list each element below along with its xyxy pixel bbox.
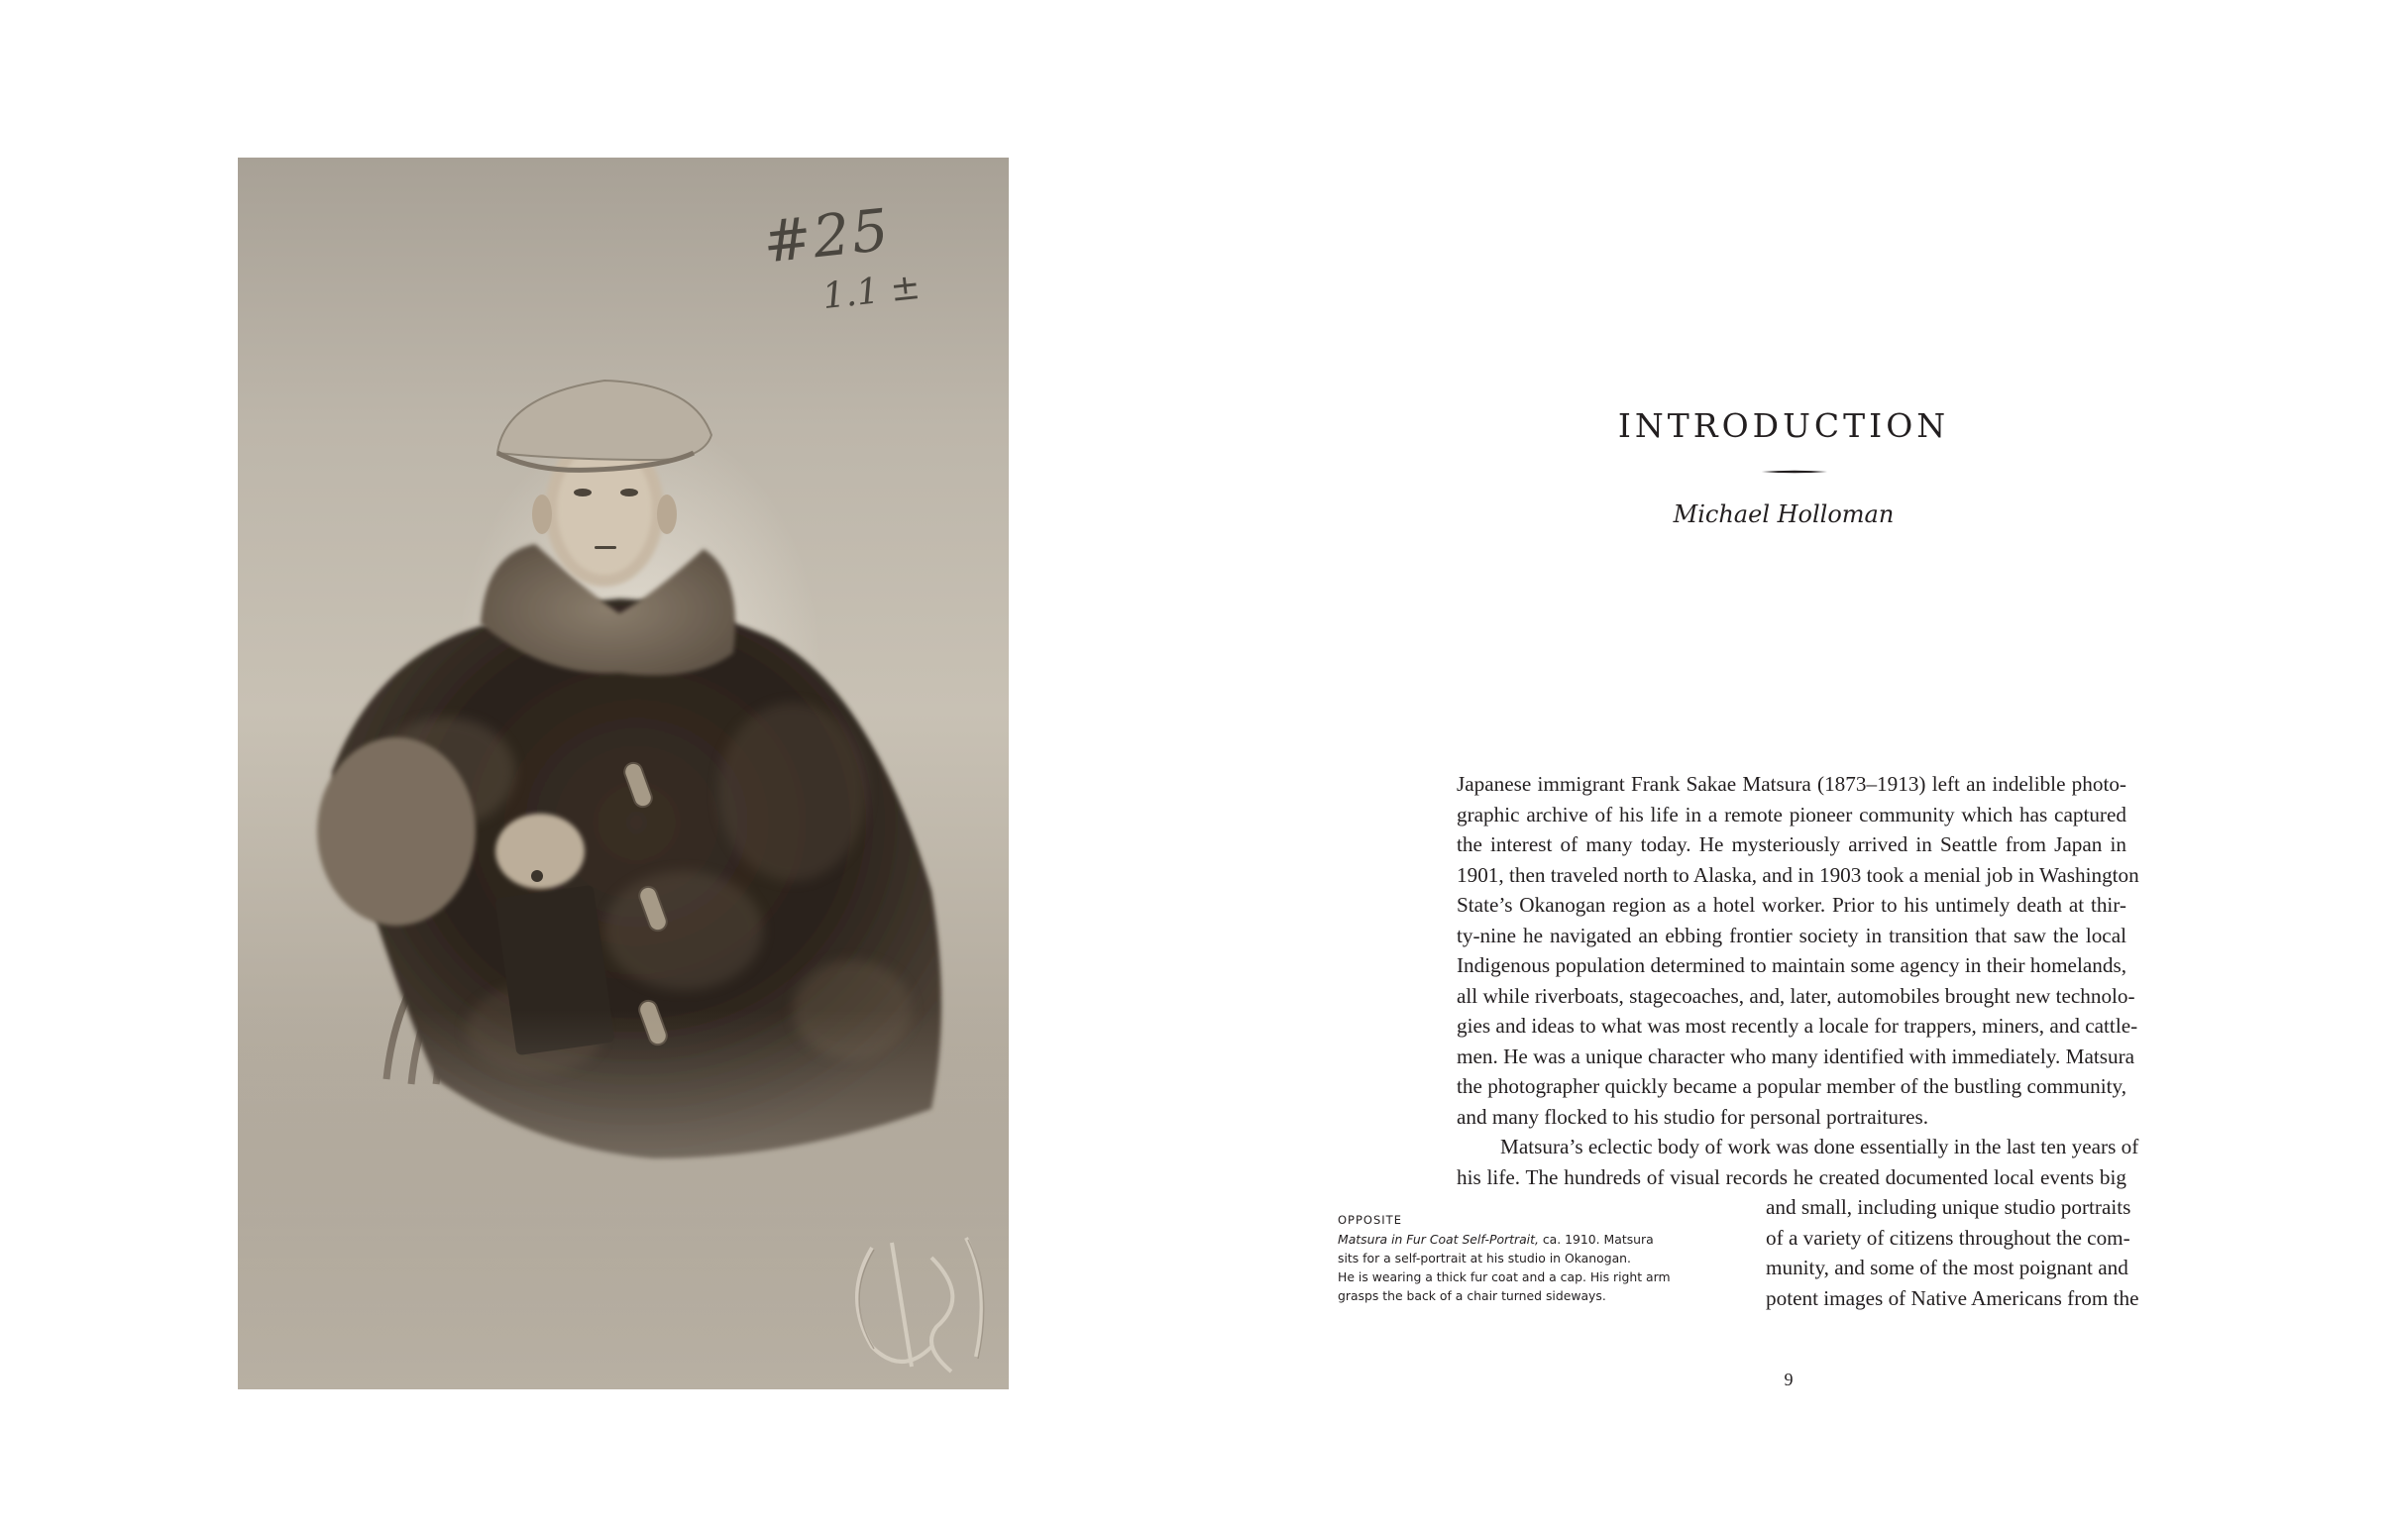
text-line: munity, and some of the most poignant and xyxy=(1766,1256,2128,1279)
text-line: the photographer quickly became a popular member of the bustling community, xyxy=(1457,1074,2126,1098)
title-ornament-rule xyxy=(1762,470,1827,474)
text-line: of a variety of citizens throughout the com- xyxy=(1766,1225,2130,1250)
caption-line: sits for a self-portrait at his studio in Okanogan. xyxy=(1338,1251,1631,1265)
sleeve-cuff xyxy=(317,737,476,926)
text-line: 1901, then traveled north to Alaska, and in 1903 took a menial job in Washington xyxy=(1457,862,2139,887)
chapter-author: Michael Holloman xyxy=(1673,500,1895,528)
caption-line: grasps the back of a chair turned sideways. xyxy=(1338,1288,1606,1303)
text-line: the interest of many today. He mysteriously arrived in Seattle from Japan in xyxy=(1457,832,2126,856)
caption-date: ca. 1910. Matsura xyxy=(1538,1232,1654,1247)
text-line: all while riverboats, stagecoaches, and, later, automobiles brought new technolo- xyxy=(1457,983,2135,1008)
portrait-photograph xyxy=(238,158,1009,1389)
text-line: his life. The hundreds of visual records he created documented local events big xyxy=(1457,1164,2126,1189)
chapter-title: INTRODUCTION xyxy=(1617,406,1950,445)
text-line: graphic archive of his life in a remote pioneer community which has captured xyxy=(1457,802,2126,826)
text-line: gies and ideas to what was most recently a locale for trappers, miners, and cattle- xyxy=(1457,1014,2138,1038)
text-line: Japanese immigrant Frank Sakae Matsura (1873–1913) left an indelible photo- xyxy=(1457,772,2126,796)
text-line: State’s Okanogan region as a hotel worker. Prior to his untimely death at thir- xyxy=(1457,893,2126,917)
photo-inscription-note: 1.1 ± xyxy=(820,266,923,318)
text-line: and small, including unique studio portraits xyxy=(1766,1195,2131,1219)
text-line: Indigenous population determined to maintain some agency in their homelands, xyxy=(1457,953,2126,977)
caption-first-line xyxy=(1338,1230,1734,1249)
text-line: ty-nine he navigated an ebbing frontier society in transition that saw the local xyxy=(1457,923,2126,947)
flat-cap xyxy=(497,381,711,460)
text-line: Matsura’s eclectic body of work was done essentially in the last ten years of xyxy=(1500,1135,2139,1158)
text-line: and many flocked to his studio for personal portraitures. xyxy=(1457,1104,1929,1129)
caption-label: OPPOSITE xyxy=(1338,1213,1402,1227)
text-line: men. He was a unique character who many identified with immediately. Matsura xyxy=(1457,1044,2135,1068)
caption-line: He is wearing a thick fur coat and a cap. His right arm xyxy=(1338,1269,1671,1284)
text-line: potent images of Native Americans from the xyxy=(1766,1285,2139,1310)
photo-caption xyxy=(1338,1211,1734,1305)
caption-title: Matsura in Fur Coat Self-Portrait, xyxy=(1338,1232,1539,1247)
paragraph-1 xyxy=(1457,769,2139,1132)
portrait-figure xyxy=(238,158,1009,1389)
photo-inscription-number: #25 xyxy=(759,195,894,276)
page-number: 9 xyxy=(1784,1370,1794,1389)
